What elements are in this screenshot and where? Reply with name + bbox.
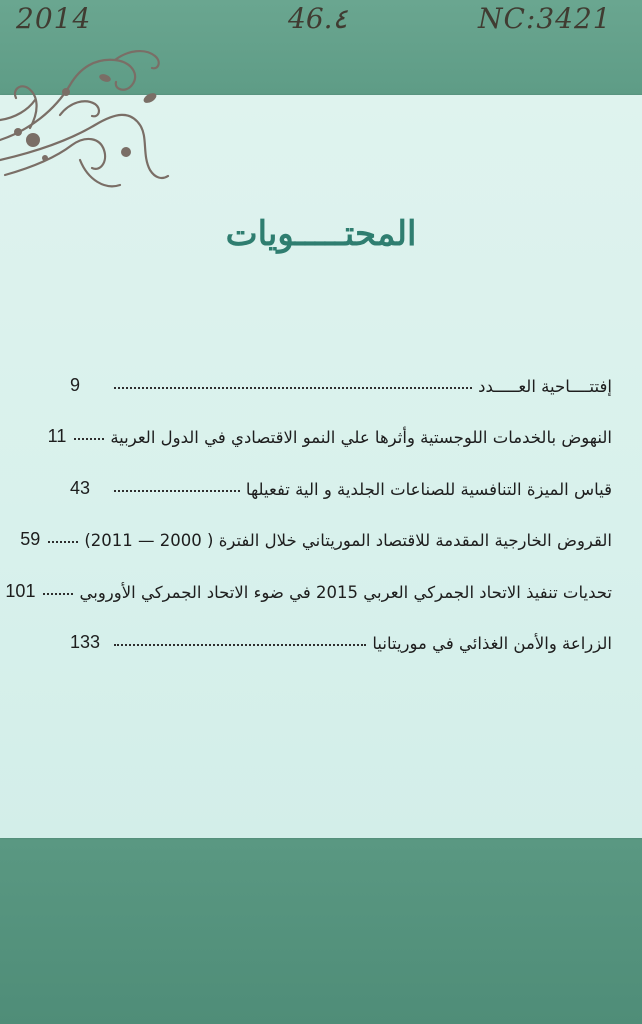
dot-leader xyxy=(43,593,73,595)
toc-page-number: 101 xyxy=(5,580,36,601)
toc-entry-title: قياس الميزة التنافسية للصناعات الجلدية و الية تفعيلها xyxy=(245,479,612,499)
toc-entry-title: إفتتــــاحية العـــــدد xyxy=(478,376,612,396)
toc-page-number: 133 xyxy=(70,632,101,652)
dot-leader xyxy=(114,644,366,646)
toc-row[interactable] xyxy=(20,503,612,555)
toc-entry-title: تحديات تنفيذ الاتحاد الجمركي العربي 2015 في ضوء الاتحاد الجمركي الأوروبي xyxy=(79,582,612,602)
toc-page-number: 43 xyxy=(70,477,91,498)
toc-page-number: 9 xyxy=(70,374,81,395)
toc-row[interactable] xyxy=(47,400,612,452)
toc-row[interactable] xyxy=(70,348,612,400)
handwritten-code: NC:3421 xyxy=(478,2,612,35)
handwritten-class-mark: 46.٤ xyxy=(288,2,348,35)
dot-leader xyxy=(114,490,240,492)
page-title: المحتـــــويات xyxy=(225,214,417,254)
toc-entry-title: الزراعة والأمن الغذائي في موريتانيا xyxy=(372,634,612,653)
dot-leader xyxy=(48,541,78,543)
dot-leader xyxy=(114,387,472,389)
handwritten-year: 2014 xyxy=(16,2,92,35)
bottom-color-band xyxy=(0,838,642,1024)
toc-row[interactable] xyxy=(5,554,612,606)
toc-entry-title: النهوض بالخدمات اللوجستية وأثرها علي النمو الاقتصادي في الدول العربية xyxy=(110,428,612,447)
toc-row[interactable] xyxy=(70,451,612,503)
toc-row[interactable] xyxy=(70,606,612,658)
floral-swirl-icon xyxy=(0,40,175,200)
toc-page-number: 59 xyxy=(20,529,41,549)
table-of-contents xyxy=(5,348,612,657)
toc-page-number: 11 xyxy=(47,426,67,446)
dot-leader xyxy=(74,438,104,440)
toc-entry-title: القروض الخارجية المقدمة للاقتصاد الموريتاني خلال الفترة ( 2000 — 2011) xyxy=(84,531,612,550)
